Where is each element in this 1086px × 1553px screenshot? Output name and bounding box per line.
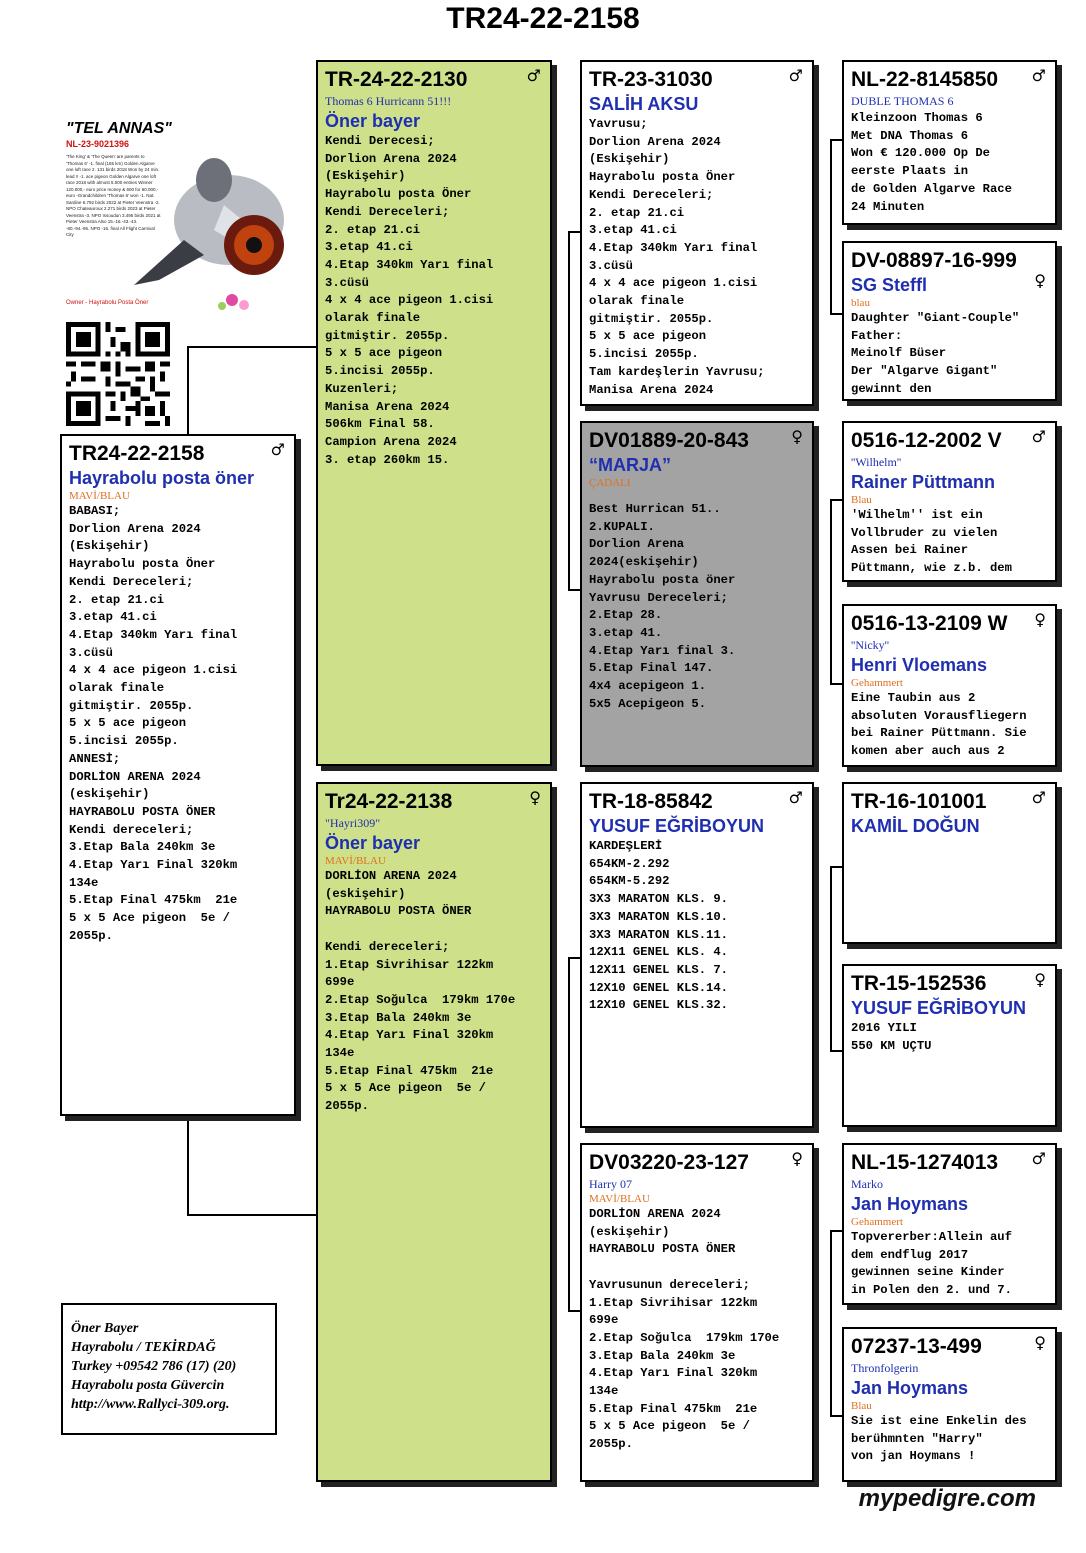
contact-location: Hayrabolu / TEKİRDAĞ xyxy=(71,1340,216,1355)
connector-line xyxy=(830,683,842,685)
connector-line xyxy=(830,139,832,315)
grandsire-dam-card[interactable] xyxy=(580,782,814,1128)
contact-loft: Hayrabolu posta Güvercin xyxy=(71,1378,225,1393)
owner-name: SG Steffl xyxy=(851,275,928,295)
ring-number: TR-15-152536 xyxy=(851,972,987,995)
connector-line xyxy=(830,139,842,141)
male-icon: ♂ xyxy=(270,440,285,459)
dam-card[interactable] xyxy=(316,782,552,1482)
connector-line xyxy=(187,1118,189,1216)
owner-name: SALİH AKSU xyxy=(589,94,699,114)
owner-name: Jan Hoymans xyxy=(851,1378,969,1398)
owner-name: YUSUF EĞRİBOYUN xyxy=(589,816,765,836)
connector-line xyxy=(830,866,832,1052)
great-grandparent-card[interactable] xyxy=(842,1327,1057,1482)
pigeon-name: ''Wilhelm'' xyxy=(851,455,902,469)
notes: Eine Taubin aus 2 absoluten Vorausfliegern bei Rainer Püttmann. Sie komen aber auch aus 2 xyxy=(851,691,1027,759)
ring-number: TR-23-31030 xyxy=(589,68,713,91)
owner-name: Rainer Püttmann xyxy=(851,472,996,492)
sire-card[interactable] xyxy=(316,60,552,766)
color-text: MAVİ/BLAU xyxy=(589,1193,650,1205)
ring-number: DV01889-20-843 xyxy=(589,429,749,452)
notes: Daughter "Giant-Couple" Father: Meinolf Büser Der "Algarve Gigant" gewinnt den xyxy=(851,311,1020,396)
pigeon-name: "Hayri309" xyxy=(325,816,381,830)
connector-line xyxy=(568,957,570,1312)
male-icon: ♂ xyxy=(788,788,803,807)
notes: Topvererber:Allein auf dem endflug 2017 gewinnen seine Kinder in Polen den 2. und 7. xyxy=(851,1230,1012,1298)
owner-name: Öner bayer xyxy=(325,111,421,131)
female-icon: ♀ xyxy=(1034,970,1046,989)
ring-number: TR-24-22-2130 xyxy=(325,68,468,91)
ring-number: NL-22-8145850 xyxy=(851,68,999,91)
color-text: ÇADALI xyxy=(589,477,631,489)
connector-line xyxy=(568,589,580,591)
contact-name: Öner Bayer xyxy=(71,1321,139,1336)
connector-line xyxy=(830,1415,842,1417)
connector-line xyxy=(830,866,842,868)
great-grandparent-card[interactable] xyxy=(842,1143,1057,1305)
female-icon: ♀ xyxy=(1034,610,1046,629)
pigeon-photo xyxy=(64,110,292,315)
owner-name: Hayrabolu posta öner xyxy=(69,468,255,488)
great-grandparent-card[interactable] xyxy=(842,421,1057,582)
connector-line xyxy=(830,1050,842,1052)
male-icon: ♂ xyxy=(1031,788,1046,807)
ring-number: Tr24-22-2138 xyxy=(325,790,453,813)
photo-title: "TEL ANNAS" xyxy=(66,120,172,137)
connector-line xyxy=(830,1230,832,1417)
color-text: MAVİ/BLAU xyxy=(69,490,130,502)
pigeon-name: Marko xyxy=(851,1177,883,1191)
notes: Best Hurrican 51.. 2.KUPALI. Dorlion Arena 2024(eskişehir) Hayrabolu posta öner Yavrusu Dereceleri; 2.Etap 28. 3.etap 41. 4.Etap Yarı final 3. 5.Etap Final 147. 4x4 acepigeon 1. 5x5 Acepigeon 5. xyxy=(589,502,736,711)
connector-line xyxy=(830,1230,842,1232)
notes: KARDEŞLERİ 654KM-2.292 654KM-5.292 3X3 MARATON KLS. 9. 3X3 MARATON KLS.10. 3X3 MARATON KLS.11. 12X11 GENEL KLS. 4. 12X11 GENEL KLS. 7. 12X10 GENEL KLS.14. 12X10 GENEL KLS.32. xyxy=(589,839,728,1013)
great-grandparent-card[interactable] xyxy=(842,964,1057,1127)
female-icon: ♀ xyxy=(529,788,541,807)
ring-number: TR24-22-2158 xyxy=(69,442,205,465)
connector-line xyxy=(568,231,580,233)
photo-ring: NL-23-9021396 xyxy=(66,139,130,149)
mypedigre-logo[interactable]: mypedigre.com xyxy=(858,1485,1036,1512)
qr-code[interactable] xyxy=(66,322,170,426)
notes: BABASI; Dorlion Arena 2024 (Eskişehir) Hayrabolu posta Öner Kendi Dereceleri; 2. etap 21.ci 3.etap 41.ci 4.Etap 340km Yarı final 3.cüsü 4 x 4 ace pigeon 1.cisi olarak finale gitmiştir. 2055p. 5 x 5 ace pigeon 5.incisi 2055p. ANNESİ; DORLİON ARENA 2024 (eskişehir) HAYRABOLU POSTA ÖNER Kendi dereceleri; 3.Etap Bala 240km 3e 4.Etap Yarı Final 320km 134e 5.Etap Final 475km 21e 5 x 5 Ace pigeon 5e / 2055p. xyxy=(69,504,238,943)
color-text: Blau xyxy=(851,1400,872,1412)
pigeon-name: DUBLE THOMAS 6 xyxy=(851,94,954,108)
ring-number: 0516-13-2109 W xyxy=(851,612,1008,635)
male-icon: ♂ xyxy=(526,66,541,85)
owner-name: YUSUF EĞRİBOYUN xyxy=(851,998,1027,1018)
notes: Kleinzoon Thomas 6 Met DNA Thomas 6 Won € 120.000 Op De eerste Plaats in de Golden Algarve Race 24 Minuten xyxy=(851,111,1012,214)
notes: 'Wilhelm'' ist ein Vollbruder zu vielen Assen bei Rainer Püttmann, wie z.b. dem xyxy=(851,508,1012,576)
notes: 2016 YILI 550 KM UÇTU xyxy=(851,1021,932,1053)
color-text: Blau xyxy=(851,494,872,506)
notes: Kendi Derecesi; Dorlion Arena 2024 (Eskişehir) Hayrabolu posta Öner Kendi Dereceleri; 2. etap 21.ci 3.etap 41.ci 4.Etap 340km Yarı final 3.cüsü 4 x 4 ace pigeon 1.cisi olarak finale gitmiştir. 2055p. 5 x 5 ace pigeon 5.incisi 2055p. Kuzenleri; Manisa Arena 2024 506km Final 58. Campion Arena 2024 3. etap 260km 15. xyxy=(325,134,494,467)
owner-name: Öner bayer xyxy=(325,833,421,853)
ring-number: TR-18-85842 xyxy=(589,790,713,813)
connector-line xyxy=(187,346,189,434)
ring-number: 0516-12-2002 V xyxy=(851,429,1002,452)
connector-line xyxy=(187,346,316,348)
female-icon: ♀ xyxy=(791,1149,803,1168)
connector-line xyxy=(830,499,842,501)
connector-line xyxy=(568,1310,580,1312)
connector-line xyxy=(568,957,580,959)
notes: Yavrusu; Dorlion Arena 2024 (Eskişehir) Hayrabolu posta Öner Kendi Dereceleri; 2. etap 21.ci 3.etap 41.ci 4.Etap 340km Yarı final 3.cüsü 4 x 4 ace pigeon 1.cisi olarak finale gitmiştir. 2055p. 5 x 5 ace pigeon 5.incisi 2055p. Tam kardeşlerin Yavrusu; Manisa Arena 2024 xyxy=(589,117,765,397)
great-grandparent-card[interactable] xyxy=(842,60,1057,225)
subject-card[interactable] xyxy=(60,434,296,1116)
male-icon: ♂ xyxy=(788,66,803,85)
color-text: Gehammert xyxy=(851,1216,903,1228)
connector-line xyxy=(830,499,832,685)
notes: Sie ist eine Enkelin des berühmnten "Harry" von jan Hoymans ! xyxy=(851,1414,1027,1464)
ring-number: DV03220-23-127 xyxy=(589,1151,749,1174)
pigeon-name: Thomas 6 Hurricann 51!!! xyxy=(325,94,452,108)
male-icon: ♂ xyxy=(1031,1149,1046,1168)
photo-text: 'The King' & 'The Queen' are parents to 'Thomas 6' -1. final (165 km) Golden Algarve one loft race 2. 131 birds 2018 Won by 24 min. lead !! -1. ace pigeon Golden Algarve one loft race 2018 with almost 5.000 entries Winner 120.000,- euro price money & 600 for 60.000,- euro -Grandchildren 'Thomas 6' won -1. Nat. Sardine 6.792 birds 2022 at Pieter Veenstra -2. NPO Chateauroux 2.271 birds 2023 at Pieter Veenstra -3. NPO Issoudun 3.495 birds 2021 at Pieter Veenstra Also 15.-16.-43.-43. -80.-94.-95. NPO -16. final All Flight Carnival City xyxy=(66,154,161,237)
color-text: Gehammert xyxy=(851,677,903,689)
photo-owner: Owner - Hayrabolu Posta Öner xyxy=(66,300,149,306)
notes: DORLİON ARENA 2024 (eskişehir) HAYRABOLU POSTA ÖNER Yavrusunun dereceleri; 1.Etap Sivrihisar 122km 699e 2.Etap Soğulca 179km 170e 3.Etap Bala 240km 3e 4.Etap Yarı Final 320km 134e 5.Etap Final 475km 21e 5 x 5 Ace pigeon 5e / 2055p. xyxy=(589,1207,780,1452)
great-grandparent-card[interactable] xyxy=(842,782,1057,944)
color-text: blau xyxy=(851,297,870,309)
female-icon: ♀ xyxy=(791,427,803,446)
granddam-dam-card[interactable] xyxy=(580,1143,814,1482)
great-grandparent-card[interactable] xyxy=(842,604,1057,767)
female-icon: ♀ xyxy=(1034,271,1046,290)
owner-name: “MARJA” xyxy=(589,455,672,475)
owner-name: Henri Vloemans xyxy=(851,655,988,675)
pigeon-name: ''Nicky'' xyxy=(851,638,889,652)
pigeon-name: Harry 07 xyxy=(589,1177,632,1191)
ring-number: 07237-13-499 xyxy=(851,1335,982,1358)
contact-website-link[interactable]: http://www.Rallyci-309.org. xyxy=(71,1397,230,1412)
grandsire-sire-card[interactable] xyxy=(580,60,814,406)
owner-name: Jan Hoymans xyxy=(851,1194,969,1214)
owner-name: KAMİL DOĞUN xyxy=(851,816,980,836)
notes: DORLİON ARENA 2024 (eskişehir) HAYRABOLU POSTA ÖNER Kendi dereceleri; 1.Etap Sivrihisar 122km 699e 2.Etap Soğulca 179km 170e 3.Etap Bala 240km 3e 4.Etap Yarı Final 320km 134e 5.Etap Final 475km 21e 5 x 5 Ace pigeon 5e / 2055p. xyxy=(325,869,516,1114)
page-title: TR24-22-2158 xyxy=(446,2,640,35)
male-icon: ♂ xyxy=(1031,427,1046,446)
pigeon-name: Thronfolgerin xyxy=(851,1361,919,1375)
male-icon: ♂ xyxy=(1031,66,1046,85)
female-icon: ♀ xyxy=(1034,1333,1046,1352)
connector-line xyxy=(187,1214,316,1216)
connector-line xyxy=(568,231,570,591)
contact-phone: Turkey +09542 786 (17) (20) xyxy=(71,1359,237,1374)
connector-line xyxy=(830,313,842,315)
ring-number: TR-16-101001 xyxy=(851,790,987,813)
great-grandparent-card[interactable] xyxy=(842,241,1057,401)
ring-number: NL-15-1274013 xyxy=(851,1151,999,1174)
color-text: MAVİ/BLAU xyxy=(325,855,386,867)
contact-box xyxy=(61,1303,277,1435)
ring-number: DV-08897-16-999 xyxy=(851,249,1017,272)
granddam-sire-card[interactable] xyxy=(580,421,814,767)
